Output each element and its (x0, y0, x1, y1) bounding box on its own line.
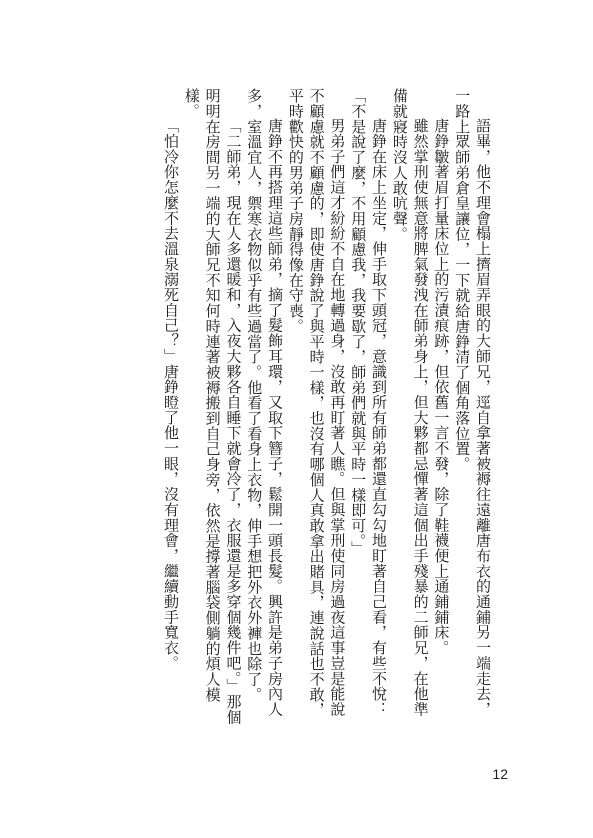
vertical-text-body (160, 88, 493, 728)
paragraph-4: 唐錚在床上坐定，伸手取下頭冠，意識到所有師弟都還直勾勾地盯著自己看，有些不悅：「不是說了麼，不用顧慮我，我要歇了，師弟們就與平時一樣即可。」 (349, 88, 389, 717)
paragraph-6: 唐錚不再搭理這些師弟，摘了髮飾耳環，又取下簪子，鬆開一頭長髮。興許是弟子房內人多，室溫宜人，禦寒衣物似乎有些過當了。他看了看身上衣物，伸手想把外衣外褲也除了。 (245, 88, 285, 717)
paragraph-2: 唐錚皺著眉打量床位上的污漬痕跡，但依舊一言不發，除了鞋襪便上通鋪鋪床。 (432, 118, 451, 656)
paragraph-7: 「二師弟，現在人多還暖和，入夜大夥各自睡下就會冷了，衣服還是多穿個幾件吧。」那個明明在房間另一端的大師兄不知何時連著被褥搬到自己身旁，依然是撐著腦袋側躺的煩人模樣。 (182, 88, 243, 725)
paragraph-8: 「怕冷你怎麼不去溫泉溺死自己？」唐錚瞪了他一眼，沒有理會，繼續動手寬衣。 (162, 118, 181, 671)
paragraph-1: 語畢，他不理會榻上擠眉弄眼的大師兄，逕自拿著被褥往遠離唐布衣的通鋪另一端走去，一路上眾師弟倉皇讓位，一下就給唐錚清了個角落位置。 (453, 88, 492, 717)
paragraph-5: 男弟子們這才紛紛不自在地轉過身，沒敢再盯著人瞧。但與掌刑使同房過夜這事豈是能說不顧慮就不顧慮的，即使唐錚說了與平時一樣，也沒有哪個人真敢拿出賭具，連說話也不敢，平時歡快的男弟子房靜得像在守喪。 (286, 88, 347, 718)
paragraph-3: 雖然掌刑使無意將脾氣發洩在師弟身上，但大夥都忌憚著這個出手殘暴的二師兄，在他準備就寢時沒人敢吭聲。 (390, 88, 430, 717)
page-number: 12 (492, 766, 508, 782)
